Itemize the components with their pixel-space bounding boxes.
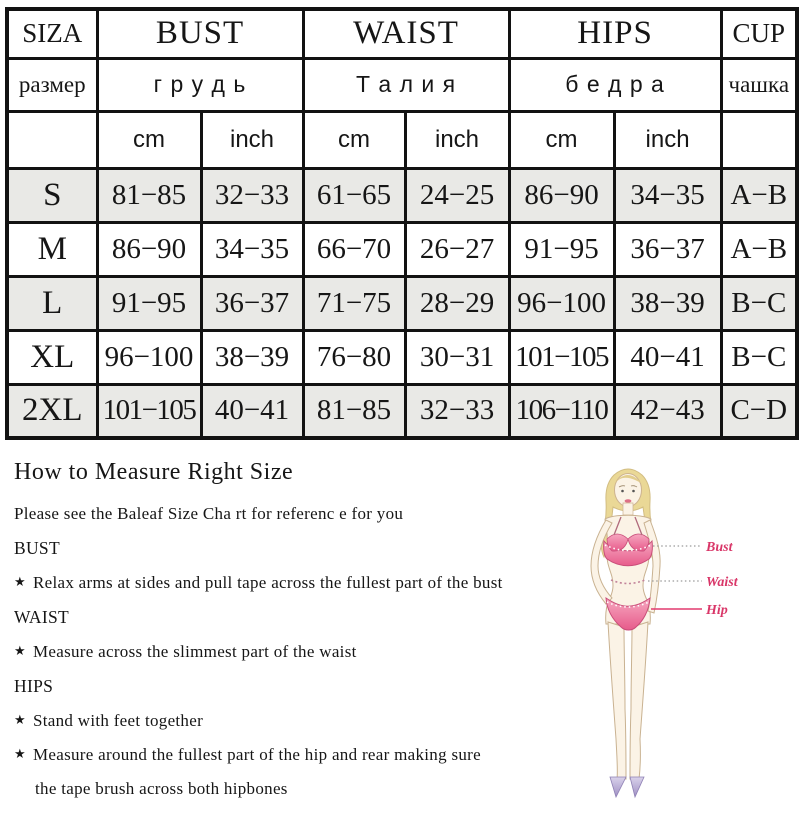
header-waist: WAIST — [303, 9, 509, 58]
table-row-xl — [7, 330, 797, 384]
data-cell: 40−41 — [614, 330, 721, 384]
header-size-ru: размер — [7, 58, 97, 111]
data-cell: 40−41 — [201, 384, 303, 438]
measurement-figure-illustration — [552, 459, 797, 807]
cup-cell: A−B — [721, 222, 797, 276]
table-row-2xl — [7, 384, 797, 438]
unit-cm: cm — [303, 111, 405, 168]
cup-cell: B−C — [721, 276, 797, 330]
bust-label: Bust — [706, 540, 733, 555]
unit-inch: inch — [201, 111, 303, 168]
empty-cell — [721, 111, 797, 168]
left-shoe — [610, 777, 626, 797]
star-bullet-icon: ★ — [14, 574, 26, 589]
bullet-text: Measure across the slimmest part of the waist — [32, 642, 357, 661]
size-cell: S — [7, 168, 97, 222]
unit-cm: cm — [97, 111, 201, 168]
star-bullet-icon: ★ — [14, 643, 26, 658]
hips-instruction-1 — [14, 711, 559, 731]
size-cell: M — [7, 222, 97, 276]
cup-cell: B−C — [721, 330, 797, 384]
data-cell: 101−105 — [509, 330, 614, 384]
data-cell: 96−100 — [509, 276, 614, 330]
header-size: SIZA — [7, 9, 97, 58]
data-cell: 66−70 — [303, 222, 405, 276]
data-cell: 34−35 — [614, 168, 721, 222]
header-cup-ru: чашка — [721, 58, 797, 111]
figure-svg — [552, 459, 797, 807]
how-to-measure-section — [14, 457, 559, 813]
header-hips: HIPS — [509, 9, 721, 58]
waist-instruction — [14, 642, 559, 662]
data-cell: 36−37 — [614, 222, 721, 276]
data-cell: 32−33 — [405, 384, 509, 438]
data-cell: 26−27 — [405, 222, 509, 276]
data-cell: 32−33 — [201, 168, 303, 222]
intro-text: Please see the Baleaf Size Cha rt for referenc e for you — [14, 504, 404, 523]
bullet-text: Stand with feet together — [32, 711, 204, 730]
data-cell: 86−90 — [97, 222, 201, 276]
table-row-s — [7, 168, 797, 222]
table-row-m — [7, 222, 797, 276]
data-cell: 91−95 — [97, 276, 201, 330]
bullet-text: Relax arms at sides and pull tape across the fullest part of the bust — [32, 573, 503, 592]
bust-instruction — [14, 573, 559, 593]
data-cell: 76−80 — [303, 330, 405, 384]
data-cell: 42−43 — [614, 384, 721, 438]
unit-cm: cm — [509, 111, 614, 168]
size-cell: L — [7, 276, 97, 330]
data-cell: 91−95 — [509, 222, 614, 276]
data-cell: 86−90 — [509, 168, 614, 222]
hips-heading: HIPS — [14, 676, 54, 696]
bullet-text: Measure around the fullest part of the hip and rear making sure — [32, 745, 481, 764]
empty-cell — [7, 111, 97, 168]
cup-cell: A−B — [721, 168, 797, 222]
size-chart-table — [5, 7, 799, 440]
size-cell: XL — [7, 330, 97, 384]
data-cell: 38−39 — [614, 276, 721, 330]
hips-instruction-2 — [14, 745, 559, 765]
cup-cell: C−D — [721, 384, 797, 438]
data-cell: 28−29 — [405, 276, 509, 330]
hip-label: Hip — [706, 603, 728, 618]
header-hips-ru: б е д р а — [509, 58, 721, 111]
right-shoe — [630, 777, 644, 797]
data-cell: 61−65 — [303, 168, 405, 222]
hips-instruction-continuation: the tape brush across both hipbones — [35, 779, 288, 798]
star-bullet-icon: ★ — [14, 712, 26, 727]
star-bullet-icon: ★ — [14, 746, 26, 761]
data-cell: 71−75 — [303, 276, 405, 330]
unit-inch: inch — [614, 111, 721, 168]
data-cell: 81−85 — [97, 168, 201, 222]
left-leg — [608, 622, 626, 779]
header-bust: BUST — [97, 9, 303, 58]
data-cell: 30−31 — [405, 330, 509, 384]
data-cell: 38−39 — [201, 330, 303, 384]
header-waist-ru: Т а л и я — [303, 58, 509, 111]
data-cell: 101−105 — [97, 384, 201, 438]
header-bust-ru: г р у д ь — [97, 58, 303, 111]
bust-heading: BUST — [14, 538, 60, 558]
table-row-l — [7, 276, 797, 330]
unit-inch: inch — [405, 111, 509, 168]
header-cup: CUP — [721, 9, 797, 58]
neck — [623, 503, 633, 515]
waist-label: Waist — [706, 575, 738, 590]
data-cell: 106−110 — [509, 384, 614, 438]
data-cell: 96−100 — [97, 330, 201, 384]
data-cell: 24−25 — [405, 168, 509, 222]
data-cell: 81−85 — [303, 384, 405, 438]
size-cell: 2XL — [7, 384, 97, 438]
data-cell: 34−35 — [201, 222, 303, 276]
right-leg — [630, 622, 648, 779]
waist-heading: WAIST — [14, 607, 69, 627]
section-title: How to Measure Right Size — [14, 459, 294, 485]
data-cell: 36−37 — [201, 276, 303, 330]
